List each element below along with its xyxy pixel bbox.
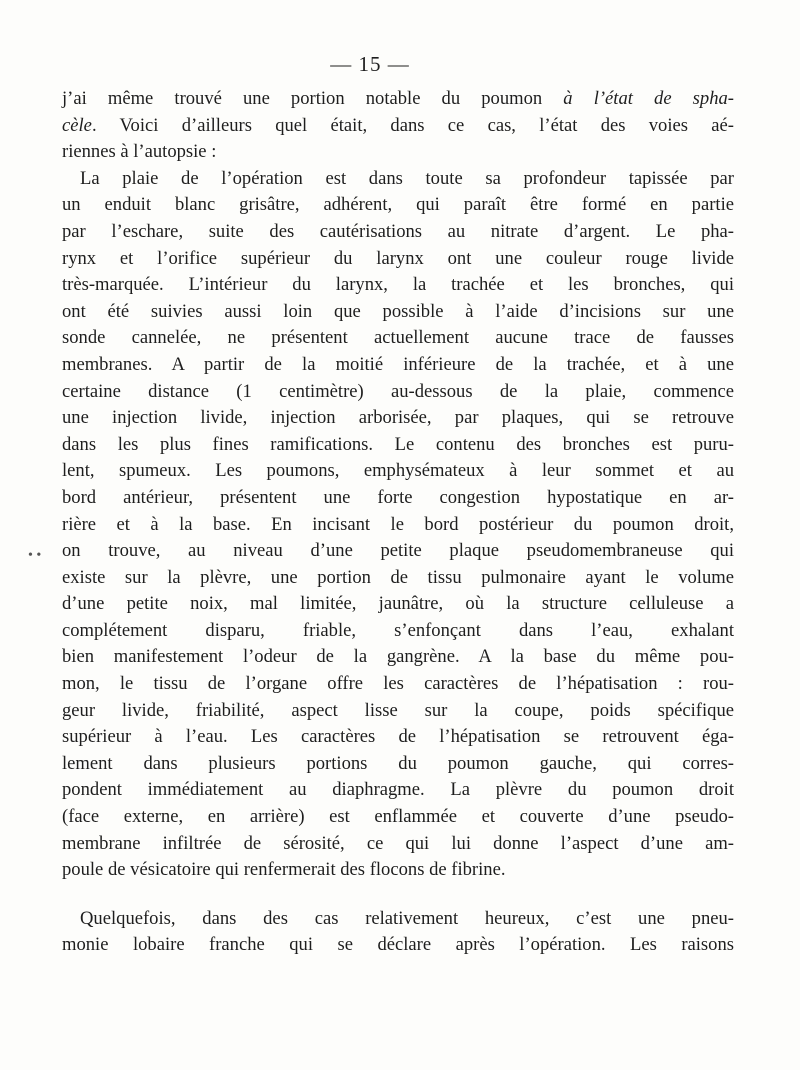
text-line: bord antérieur, présentent une forte congestion hypostatique en ar- — [62, 486, 734, 508]
paragraph-gap — [62, 884, 734, 906]
text-line: sonde cannelée, ne présentent actuellement aucune trace de fausses — [62, 327, 734, 349]
text-line: Quelquefois, dans des cas relativement heureux, c’est une pneu- — [80, 907, 734, 929]
text-line: mon, le tissu de l’organe offre les caractères de l’hépatisation : rou- — [62, 673, 734, 695]
text-line: existe sur la plèvre, une portion de tissu pulmonaire ayant le volume — [62, 566, 734, 588]
text-line: cèle. Voici d’ailleurs quel était, dans ce cas, l’état des voies aé- — [62, 114, 734, 136]
text-line: membranes. A partir de la moitié inférieure de la trachée, et à une — [62, 353, 734, 375]
text-line: rière et à la base. En incisant le bord postérieur du poumon droit, — [62, 513, 734, 535]
text-line: rynx et l’orifice supérieur du larynx ont une couleur rouge livide — [62, 247, 734, 269]
text-line: riennes à l’autopsie : — [62, 141, 217, 163]
text-line: complétement disparu, friable, s’enfonçant dans l’eau, exhalant — [62, 619, 734, 641]
text-line: très-marquée. L’intérieur du larynx, la trachée et les bronches, qui — [62, 274, 734, 296]
text-line: une injection livide, injection arborisée, par plaques, qui se retrouve — [62, 407, 734, 429]
paragraph-autopsy — [62, 166, 734, 884]
text-line: lement dans plusieurs portions du poumon gauche, qui corres- — [62, 752, 734, 774]
text-line: monie lobaire franche qui se déclare après l’opération. Les raisons — [62, 934, 734, 956]
text-line: poule de vésicatoire qui renfermerait des flocons de fibrine. — [62, 859, 506, 881]
text-line: membrane infiltrée de sérosité, ce qui lui donne l’aspect d’une am- — [62, 832, 734, 854]
margin-mark: • • — [28, 548, 42, 563]
paragraph-pneumonia — [62, 906, 734, 959]
text-line: geur livide, friabilité, aspect lisse sur la coupe, poids spécifique — [62, 699, 734, 721]
text-line: pondent immédiatement au diaphragme. La plèvre du poumon droit — [62, 779, 734, 801]
text-line: ont été suivies aussi loin que possible à l’aide d’incisions sur une — [62, 300, 734, 322]
text-line: un enduit blanc grisâtre, adhérent, qui paraît être formé en partie — [62, 194, 734, 216]
text-line: La plaie de l’opération est dans toute sa profondeur tapissée par — [80, 167, 734, 189]
text-line: lent, spumeux. Les poumons, emphysémateux à leur sommet et au — [62, 460, 734, 482]
page-number: — 15 — — [330, 52, 410, 76]
text-line: supérieur à l’eau. Les caractères de l’hépatisation se retrouvent éga- — [62, 726, 734, 748]
text-line: certaine distance (1 centimètre) au-dessous de la plaie, commence — [62, 380, 734, 402]
text-line: bien manifestement l’odeur de la gangrène. A la base du même pou- — [62, 646, 734, 668]
paragraph-continuation — [62, 86, 734, 166]
body-text — [62, 86, 734, 959]
text-line: j’ai même trouvé une portion notable du poumon à l’état de spha- — [62, 88, 734, 109]
text-line: (face externe, en arrière) est enflammée et couverte d’une pseudo- — [62, 806, 734, 828]
text-line: on trouve, au niveau d’une petite plaque pseudomembraneuse qui — [62, 540, 734, 562]
text-line: d’une petite noix, mal limitée, jaunâtre, où la structure celluleuse a — [62, 593, 734, 615]
text-line: par l’eschare, suite des cautérisations au nitrate d’argent. Le pha- — [62, 220, 734, 242]
text-line: dans les plus fines ramifications. Le contenu des bronches est puru- — [62, 433, 734, 455]
